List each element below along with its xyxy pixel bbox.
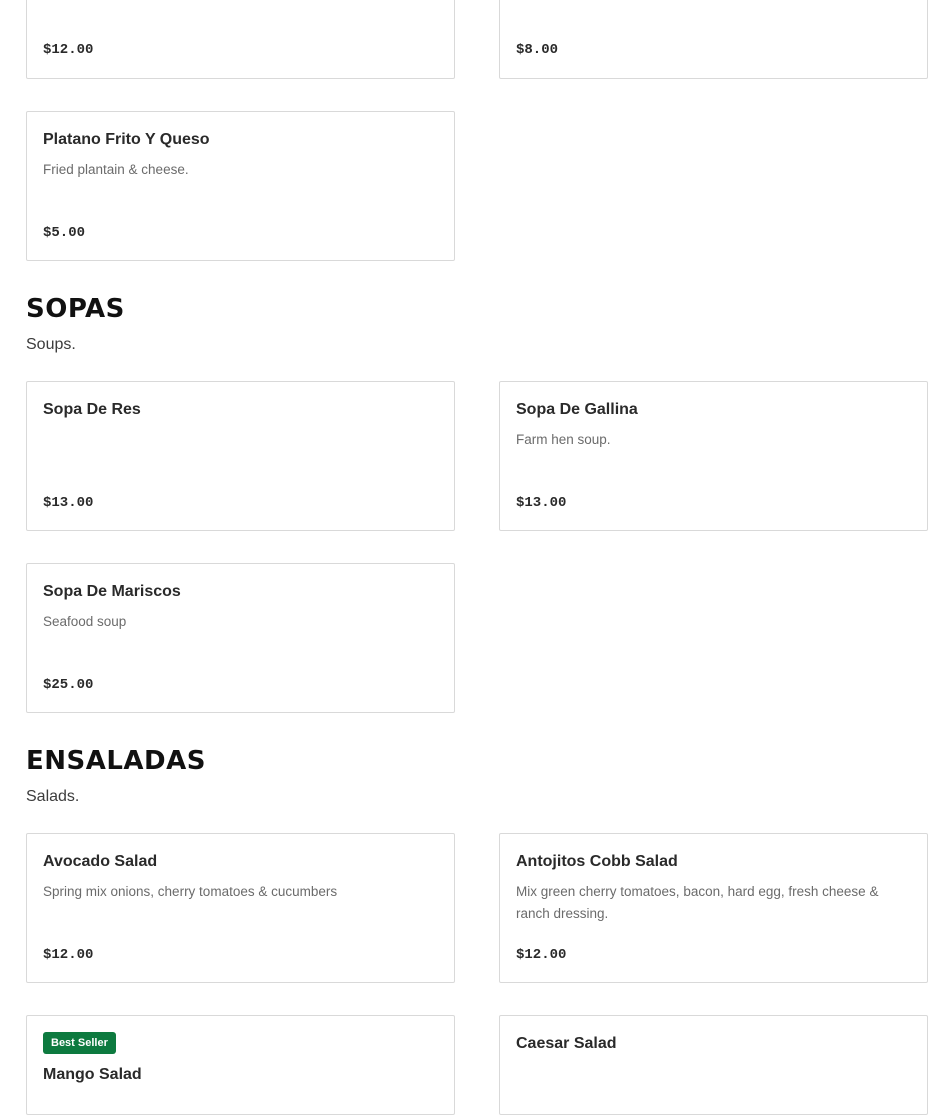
item-name: Antojitos Cobb Salad	[516, 853, 678, 870]
menu-item-card[interactable]	[499, 381, 928, 531]
section-title: SOPAS	[26, 294, 125, 324]
item-name: Platano Frito Y Queso	[43, 131, 210, 148]
item-description: Farm hen soup.	[516, 432, 611, 447]
item-name: Avocado Salad	[43, 853, 158, 870]
section-subtitle: Soups.	[26, 336, 76, 353]
item-price: $13.00	[516, 495, 567, 511]
menu-item-card[interactable]	[499, 833, 928, 983]
menu-item-card[interactable]	[499, 1015, 928, 1115]
item-description: Spring mix onions, cherry tomatoes & cucumbers	[43, 884, 338, 899]
item-price: $8.00	[516, 42, 559, 58]
menu-item-card[interactable]	[499, 0, 928, 79]
item-description: Seafood soup	[43, 614, 127, 629]
best-seller-badge: Best Seller	[43, 1032, 116, 1054]
item-price: $12.00	[43, 947, 94, 963]
menu-item-card[interactable]	[26, 563, 455, 713]
item-price: $5.00	[43, 225, 86, 241]
item-name: Mango Salad	[43, 1066, 142, 1083]
item-name: Caesar Salad	[516, 1035, 617, 1052]
item-price: $12.00	[43, 42, 94, 58]
item-price: $25.00	[43, 677, 94, 693]
item-description: Mix green cherry tomatoes, bacon, hard egg, fresh cheese & ranch dressing.	[516, 884, 879, 921]
item-name: Sopa De Mariscos	[43, 583, 181, 600]
item-price: $12.00	[516, 947, 567, 963]
item-name: Sopa De Res	[43, 401, 141, 418]
menu-item-card[interactable]	[26, 111, 455, 261]
item-description: Fried plantain & cheese.	[43, 162, 189, 177]
menu-item-card[interactable]	[26, 833, 455, 983]
section-title: ENSALADAS	[26, 746, 206, 776]
section-subtitle: Salads.	[26, 788, 80, 805]
menu-item-card[interactable]	[26, 1015, 455, 1115]
menu-item-card[interactable]	[26, 0, 455, 79]
menu-item-card[interactable]	[26, 381, 455, 531]
item-price: $13.00	[43, 495, 94, 511]
item-name: Sopa De Gallina	[516, 401, 638, 418]
